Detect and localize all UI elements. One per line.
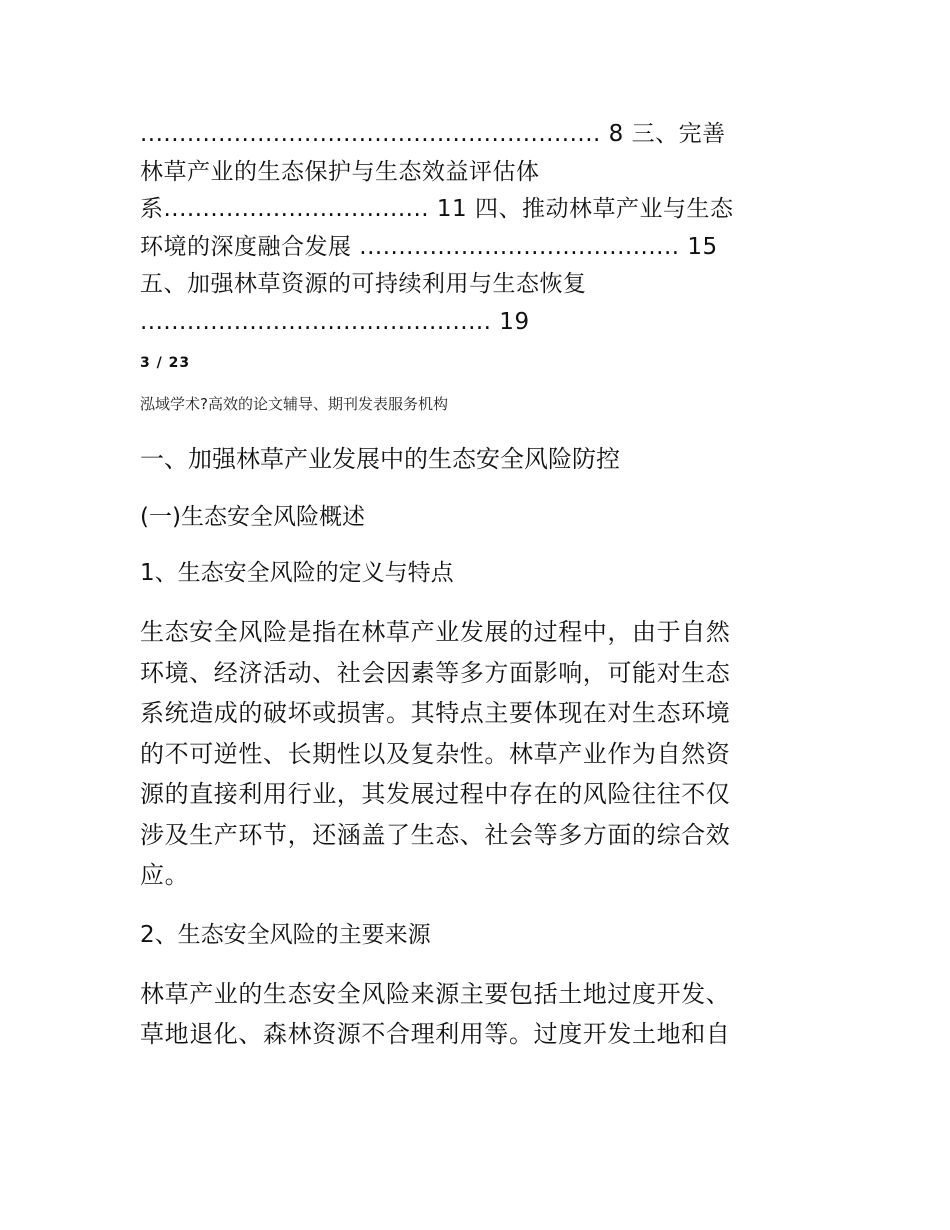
paragraph-line: 应。 [140, 861, 190, 889]
paragraph-line: 的不可逆性、长期性以及复杂性。林草产业作为自然资 [140, 739, 731, 768]
paragraph-line: 系统造成的破坏或损害。其特点主要体现在对生态环境 [140, 699, 731, 727]
toc-line: ........................................................... 8 三、完善 [140, 121, 726, 147]
toc-line: 系.................................. 11 四、推动林草产业与生态 [140, 196, 734, 222]
subsection-heading: (一)生态安全风险概述 [140, 504, 365, 530]
paragraph-line: 草地退化、森林资源不合理利用等。过度开发土地和自 [140, 1020, 731, 1048]
toc-line: ............................................. 19 [140, 308, 530, 335]
topic-heading: 2、生态安全风险的主要来源 [140, 921, 431, 948]
page-number: 3 / 23 [140, 355, 191, 371]
body-paragraph [140, 612, 820, 896]
section-heading: 一、加强林草产业发展中的生态安全风险防控 [140, 445, 620, 473]
toc-line: 环境的深度融合发展 ......................................... 15 [140, 233, 718, 260]
header-note: 泓域学术?高效的论文辅导、期刊发表服务机构 [140, 395, 448, 413]
paragraph-line: 林草产业的生态安全风险来源主要包括土地过度开发、 [140, 979, 731, 1008]
paragraph-line: 源的直接利用行业，其发展过程中存在的风险往往不仅 [140, 780, 731, 808]
toc-line: 林草产业的生态保护与生态效益评估体 [140, 158, 540, 185]
paragraph-line: 环境、经济活动、社会因素等多方面影响，可能对生态 [140, 658, 731, 687]
paragraph-line: 涉及生产环节，还涵盖了生态、社会等多方面的综合效 [140, 820, 731, 849]
body-paragraph [140, 974, 820, 1055]
document-page [140, 116, 820, 1055]
toc-line: 五、加强林草资源的可持续利用与生态恢复 [140, 271, 587, 297]
table-of-contents [140, 116, 820, 341]
topic-heading: 1、生态安全风险的定义与特点 [140, 560, 454, 586]
paragraph-line: 生态安全风险是指在林草产业发展的过程中，由于自然 [140, 618, 731, 646]
